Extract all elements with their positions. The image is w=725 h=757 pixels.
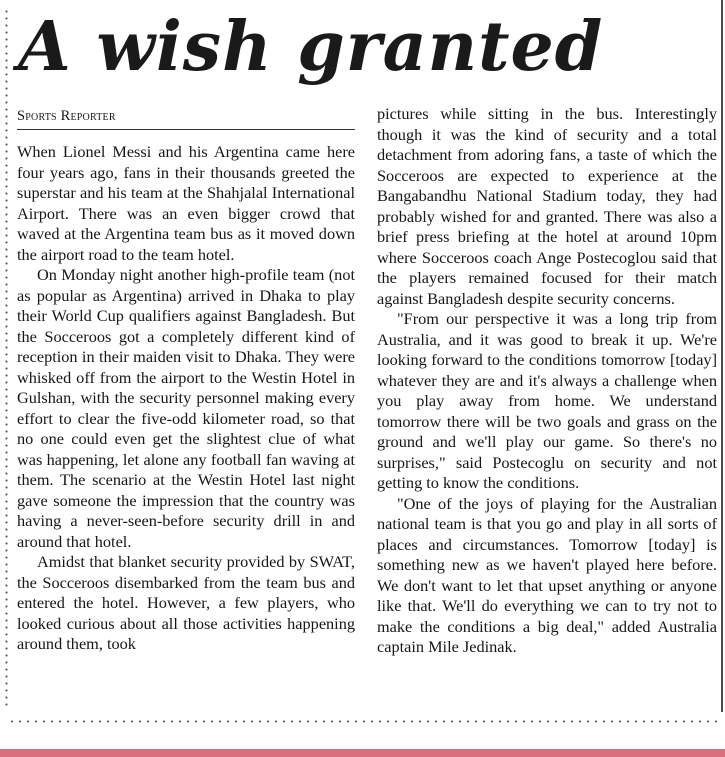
byline: Sports Reporter bbox=[17, 108, 116, 124]
paragraph: "One of the joys of playing for the Australian national team is that you go and play in all sorts of places and circumstances. Tomorrow [today] is something new as we haven't played here before. We don't want to let that upset anything or anyone like that. We'll do everything we can to try not to make the conditions a big deal," added Australia captain Mile Jedinak. bbox=[377, 493, 717, 656]
left-dotted-border bbox=[5, 8, 8, 708]
bottom-dotted-border bbox=[8, 720, 722, 723]
paragraph: On Monday night another high-profile team (not as popular as Argentina) arrived in Dhaka to play their World Cup qualifiers against Bangladesh. But the Socceroos got a completely different kind of reception in their maiden visit to Dhaka. They were whisked off from the airport to the Westin Hotel in Gulshan, with the security personnel making every effort to clear the five-odd kilometer road, so that no one could even get the slightest clue of what was happening, let alone any football fan waving at them. The scenario at the Westin Hotel last night gave someone the impression that the country was having a never-seen-before security drill in and around that hotel. bbox=[17, 265, 355, 551]
right-border-rule bbox=[721, 0, 723, 712]
byline-divider bbox=[17, 129, 355, 130]
paragraph: Amidst that blanket security provided by SWAT, the Socceroos disembarked from the team bus and entered the hotel. However, a few players, who looked curious about all those activities happening around them, took bbox=[17, 552, 355, 653]
article-column-left bbox=[17, 142, 355, 655]
paragraph: When Lionel Messi and his Argentina came here four years ago, fans in their thousands greeted the superstar and his team at the Shahjalal International Airport. There was an even bigger crowd that waved at the Argentina team bus as it moved down the airport road to the team hotel. bbox=[17, 142, 355, 264]
article-column-right bbox=[377, 104, 717, 658]
paragraph: pictures while sitting in the bus. Interestingly though it was the kind of security and a total detachment from adoring fans, a taste of which the Socceroos are expected to experience at the Bangabandhu National Stadium today, they had probably wished for and granted. There was also a brief press briefing at the hotel at around 10pm where Socceroos coach Ange Postecoglou said that the players remained focused for their match against Bangladesh despite security concerns. bbox=[377, 104, 717, 308]
article-headline: A wish granted bbox=[18, 7, 604, 87]
bottom-color-band bbox=[0, 749, 725, 757]
paragraph: "From our perspective it was a long trip from Australia, and it was good to break it up. We're looking forward to the conditions tomorrow [today] whatever they are and it's always a challenge when you play away from home. We understand tomorrow there will be two goals and grass on the ground and we'll play our game. So there's no surprises," said Postecoglu on security and not getting to know the conditions. bbox=[377, 309, 717, 492]
